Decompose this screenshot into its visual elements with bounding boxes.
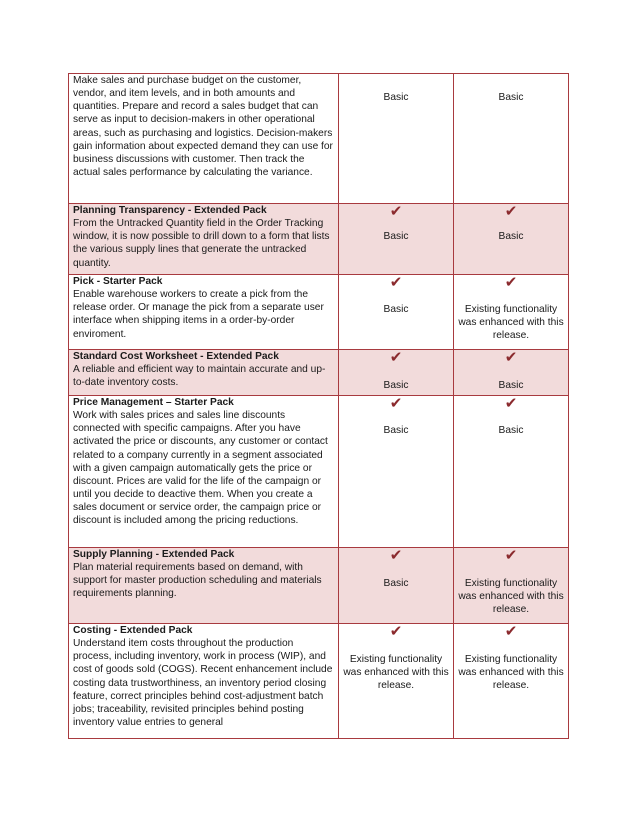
value-text: Basic xyxy=(383,92,409,103)
value-text: Existing functionality was enhanced with this release. xyxy=(458,304,564,342)
value-text: Existing functionality was enhanced with this release. xyxy=(343,654,449,692)
starter-cell xyxy=(339,350,454,396)
value-text: Basic xyxy=(383,578,409,589)
check-icon: ✔ xyxy=(504,547,518,564)
value-text: Basic xyxy=(383,425,409,436)
table-row xyxy=(69,350,569,396)
starter-cell xyxy=(339,624,454,739)
extended-cell xyxy=(454,275,569,350)
check-icon: ✔ xyxy=(389,203,403,220)
table-row xyxy=(69,624,569,739)
value-text: Basic xyxy=(383,380,409,391)
check-icon: ✔ xyxy=(389,623,403,640)
extended-cell xyxy=(454,624,569,739)
feature-title: Supply Planning - Extended Pack xyxy=(73,549,235,560)
table-row xyxy=(69,396,569,548)
feature-description: Plan material requirements based on demand, with support for master production scheduling and materials requirements planning. xyxy=(73,562,322,600)
feature-description: Enable warehouse workers to create a pick from the release order. Or manage the pick from a separate user interface when shipping items in a order-by-order enviroment. xyxy=(73,289,324,340)
starter-cell xyxy=(339,204,454,275)
value-text: Basic xyxy=(498,380,524,391)
value-text: Basic xyxy=(498,92,524,103)
value-text: Basic xyxy=(498,231,524,242)
check-icon: ✔ xyxy=(504,395,518,412)
check-icon: ✔ xyxy=(504,274,518,291)
feature-description: Make sales and purchase budget on the customer, vendor, and item levels, and in both amounts and quantities. Prepare and record a sales budget that can serve as input to decision-makers in other operational areas, such as purchasing and logistics. Decision-makers gain information about expected demand they can use for business discussions with customer. Then track the actual sales performance by calculating the variance. xyxy=(73,75,333,179)
feature-title: Planning Transparency - Extended Pack xyxy=(73,205,267,216)
check-icon: ✔ xyxy=(504,203,518,220)
table-row xyxy=(69,548,569,624)
feature-cell xyxy=(69,275,339,350)
check-icon: ✔ xyxy=(389,349,403,366)
check-icon: ✔ xyxy=(389,395,403,412)
extended-cell xyxy=(454,74,569,204)
feature-title: Costing - Extended Pack xyxy=(73,625,193,636)
value-text: Basic xyxy=(498,425,524,436)
feature-description: Work with sales prices and sales line discounts connected with specific campaigns. After you have activated the price or discounts, any customer or contact related to a company currently in a segment associated with a given campaign automatically gets the price or discount. Prices are valid for the life of the campaign or until you decide to deactive them. When you create a sales document or service order, the campaign price or discount is included among the pricing reductions. xyxy=(73,410,328,527)
check-icon: ✔ xyxy=(389,274,403,291)
feature-description: From the Untracked Quantity field in the Order Tracking window, it is now possible to drill down to a form that lists the various supply lines that generate the untracked quantity. xyxy=(73,218,330,269)
starter-cell xyxy=(339,74,454,204)
table-row xyxy=(69,74,569,204)
feature-cell xyxy=(69,74,339,204)
feature-cell xyxy=(69,396,339,548)
extended-cell xyxy=(454,204,569,275)
extended-cell xyxy=(454,548,569,624)
value-text: Basic xyxy=(383,231,409,242)
feature-description: Understand item costs throughout the production process, including inventory, work in process (WIP), and cost of goods sold (COGS). Recent enhancement include costing data trustworthiness, an inventory period closing feature, correct principles behind cost-adjustment batch jobs; traceability, revisited principles behind posting inventory value entries to general xyxy=(73,638,333,729)
table-row xyxy=(69,275,569,350)
feature-title: Price Management – Starter Pack xyxy=(73,397,234,408)
feature-title: Pick - Starter Pack xyxy=(73,276,163,287)
feature-description: A reliable and efficient way to maintain accurate and up-to-date inventory costs. xyxy=(73,364,326,389)
feature-cell xyxy=(69,548,339,624)
extended-cell xyxy=(454,350,569,396)
check-icon: ✔ xyxy=(504,623,518,640)
starter-cell xyxy=(339,275,454,350)
feature-cell xyxy=(69,624,339,739)
check-icon: ✔ xyxy=(389,547,403,564)
feature-comparison-table xyxy=(68,73,569,739)
value-text: Basic xyxy=(383,304,409,315)
starter-cell xyxy=(339,548,454,624)
value-text: Existing functionality was enhanced with this release. xyxy=(458,578,564,616)
feature-cell xyxy=(69,350,339,396)
starter-cell xyxy=(339,396,454,548)
extended-cell xyxy=(454,396,569,548)
feature-title: Standard Cost Worksheet - Extended Pack xyxy=(73,351,279,362)
value-text: Existing functionality was enhanced with this release. xyxy=(458,654,564,692)
check-icon: ✔ xyxy=(504,349,518,366)
table-row xyxy=(69,204,569,275)
feature-cell xyxy=(69,204,339,275)
